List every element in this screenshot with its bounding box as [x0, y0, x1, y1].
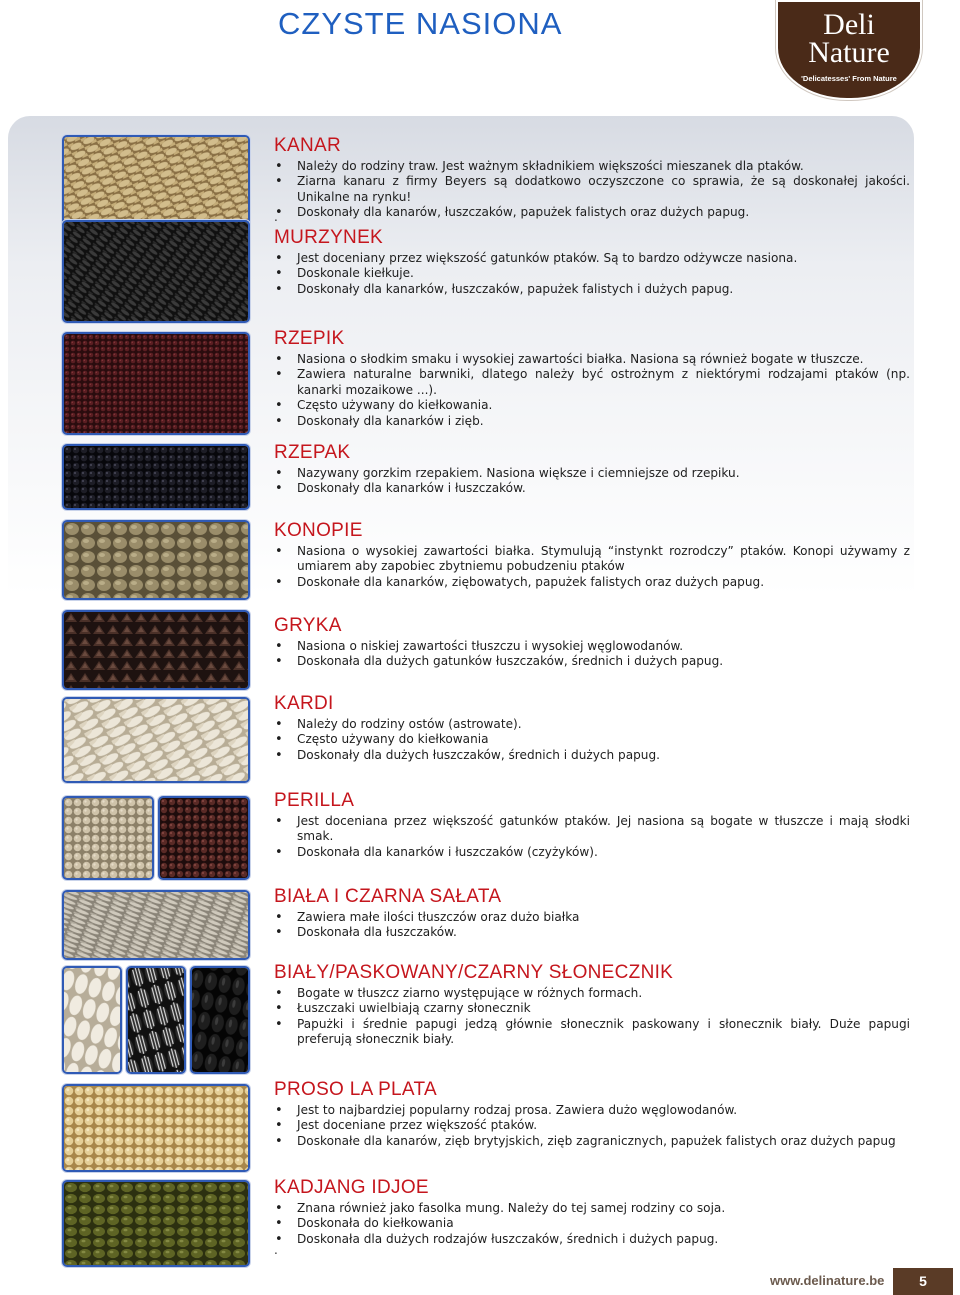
photo-slonecznik-bialy — [62, 966, 122, 1074]
logo-line-1: Deli — [823, 8, 875, 41]
heading-slonecznik: BIAŁY/PASKOWANY/CZARNY SŁONECZNIK — [274, 962, 674, 983]
photo-gryka — [62, 610, 250, 690]
photo-perilla-dark — [158, 796, 250, 880]
kadjang-item-2: • Doskonała do kiełkowania — [274, 1216, 910, 1231]
murzynek-item-2: • Doskonale kiełkuje. — [274, 266, 910, 281]
perilla-item-1: • Jest doceniana przez większość gatunków ptaków. Jej nasiona są bogate w tłuszcze i mają słodki smak. — [274, 814, 910, 845]
logo-tagline: 'Delicatesses' From Nature — [801, 74, 897, 83]
salata-item-1: • Zawiera małe ilości tłuszczów oraz dużo białka — [274, 910, 910, 925]
section-murzynek — [274, 228, 910, 297]
gryka-item-2: • Doskonała dla dużych gatunków łuszczaków, średnich i dużych papug. — [274, 654, 910, 669]
kardi-item-1: • Należy do rodziny ostów (astrowate). — [274, 717, 910, 732]
photo-slonecznik-paskowany — [126, 966, 186, 1074]
heading-rzepik: RZEPIK — [274, 328, 345, 349]
heading-kadjang: KADJANG IDJOE — [274, 1177, 429, 1198]
heading-perilla: PERILLA — [274, 790, 355, 811]
footer-website: www.delinature.be — [770, 1273, 885, 1288]
photo-kadjang — [62, 1180, 250, 1267]
heading-rzepak: RZEPAK — [274, 442, 351, 463]
kanar-item-1: • Należy do rodziny traw. Jest ważnym składnikiem większości mieszanek dla ptaków. — [274, 159, 910, 174]
section-rzepik — [274, 329, 910, 429]
rzepik-item-1: • Nasiona o słodkim smaku i wysokiej zawartości białka. Nasiona są również bogate w tłuszcze. — [274, 352, 910, 367]
photo-murzynek — [62, 220, 250, 323]
murzynek-item-3: • Doskonały dla kanarków, łuszczaków, papużek falistych i dużych papug. — [274, 282, 910, 297]
heading-murzynek: MURZYNEK — [274, 227, 384, 248]
konopie-item-1: • Nasiona o wysokiej zawartości białka. Stymulują “instynkt rozrodczy” ptaków. Konopi używamy z umiarem aby zapobiec zbytniemu pobudzeniu ptaków — [274, 544, 910, 575]
photo-perilla-white — [62, 796, 154, 880]
heading-proso: PROSO LA PLATA — [274, 1079, 437, 1100]
gryka-item-1: • Nasiona o niskiej zawartości tłuszczu i wysokiej węglowodanów. — [274, 639, 910, 654]
logo-line-2: Nature — [808, 36, 890, 69]
slonecznik-item-2: • Łuszczaki uwielbiają czarny słonecznik — [274, 1001, 910, 1016]
section-proso — [274, 1080, 910, 1149]
rzepak-item-2: • Doskonały dla kanarków i łuszczaków. — [274, 481, 910, 496]
kadjang-item-3: • Doskonała dla dużych rodzajów łuszczaków, średnich i dużych papug. — [274, 1232, 910, 1247]
photo-slonecznik-czarny — [190, 966, 250, 1074]
section-rzepak — [274, 443, 910, 497]
photo-proso — [62, 1084, 250, 1172]
section-konopie — [274, 521, 910, 590]
kanar-item-2: • Ziarna kanaru z firmy Beyers są dodatkowo oczyszczone co sprawia, że są doskonałej jakości. Unikalne na rynku! — [274, 174, 910, 205]
konopie-item-2: • Doskonałe dla kanarków, ziębowatych, papużek falistych oraz dużych papug. — [274, 575, 910, 590]
photo-rzepak — [62, 444, 250, 510]
section-gryka — [274, 616, 910, 670]
proso-item-3: • Doskonałe dla kanarów, zięb brytyjskich, zięb zagranicznych, papużek falistych oraz dużych papug — [274, 1134, 910, 1149]
section-kanar — [274, 136, 910, 221]
heading-gryka: GRYKA — [274, 615, 342, 636]
salata-item-2: • Doskonała dla łuszczaków. — [274, 925, 910, 940]
photo-rzepik — [62, 332, 250, 435]
perilla-item-2: • Doskonała dla kanarków i łuszczaków (czyżyków). — [274, 845, 910, 860]
heading-kardi: KARDI — [274, 693, 334, 714]
murzynek-item-1: • Jest doceniany przez większość gatunków ptaków. Są to bardzo odżywcze nasiona. — [274, 251, 910, 266]
page-title: CZYSTE NASIONA — [278, 6, 563, 41]
heading-salata: BIAŁA I CZARNA SAŁATA — [274, 886, 502, 907]
section-perilla — [274, 791, 910, 860]
photo-salata — [62, 890, 250, 960]
stray-dot: . — [274, 210, 278, 224]
section-slonecznik — [274, 963, 910, 1048]
kadjang-item-1: • Znana również jako fasolka mung. Należy do tej samej rodziny co soja. — [274, 1201, 910, 1216]
heading-konopie: KONOPIE — [274, 520, 363, 541]
rzepak-item-1: • Nazywany gorzkim rzepakiem. Nasiona większe i ciemniejsze od rzepiku. — [274, 466, 910, 481]
rzepik-item-4: • Doskonały dla kanarków i zięb. — [274, 414, 910, 429]
section-salata — [274, 887, 910, 941]
rzepik-item-2: • Zawiera naturalne barwniki, dlatego należy być ostrożnym z niektórymi rodzajami ptaków (np. kanarki mozaikowe ...). — [274, 367, 910, 398]
heading-kanar: KANAR — [274, 135, 341, 156]
section-kadjang — [274, 1178, 910, 1247]
stray-dot: . — [274, 1243, 278, 1257]
photo-konopie — [62, 520, 250, 600]
section-kardi — [274, 694, 910, 763]
kanar-item-3: • Doskonały dla kanarów, łuszczaków, papużek falistych oraz dużych papug. — [274, 205, 910, 220]
rzepik-item-3: • Często używany do kiełkowania. — [274, 398, 910, 413]
proso-item-2: • Jest doceniane przez większość ptaków. — [274, 1118, 910, 1133]
photo-kardi — [62, 697, 250, 783]
deli-nature-logo — [776, 0, 922, 100]
kardi-item-3: • Doskonały dla dużych łuszczaków, średnich i dużych papug. — [274, 748, 910, 763]
page-number: 5 — [893, 1268, 953, 1295]
proso-item-1: • Jest to najbardziej popularny rodzaj prosa. Zawiera dużo węglowodanów. — [274, 1103, 910, 1118]
kardi-item-2: • Często używany do kiełkowania — [274, 732, 910, 747]
slonecznik-item-3: • Papużki i średnie papugi jedzą głównie słonecznik paskowany i słonecznik biały. Duże papugi preferują słonecznik biały. — [274, 1017, 910, 1048]
slonecznik-item-1: • Bogate w tłuszcz ziarno występujące w różnych formach. — [274, 986, 910, 1001]
